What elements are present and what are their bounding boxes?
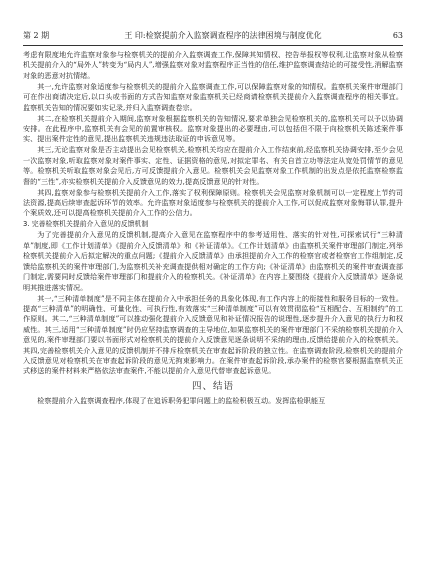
paragraph: 其四,监察对象参与检察机关提前介入工作,落实了权利保障原则。检察机关会见监察对象机制可以一定程度上节约司法资源,提高后续审查起诉环节的效率。允许监察对象适度参与检察机关的提前介入工作,可以促成监察对象悔罪认罪,提升个案质效,还可以提高检察机关提前介入工作的公信力。 bbox=[23, 187, 403, 218]
body-text bbox=[23, 50, 403, 407]
paragraph: 其一,允许监察对象适度参与检察机关的提前介入监察调查工作,可以保障监察对象的知情权。监察机关案件审理部门可在作出商请决定后,以口头或书面的方式告知监察对象监察机关已经商请检察机关提前介入监察调查程序的相关事宜。监察机关告知的情况要如实记录,并归入监察调查卷宗。 bbox=[23, 81, 403, 112]
running-title: 王 印:检察提前介入监察调查程序的法律困境与制度优化 bbox=[124, 31, 322, 40]
paragraph: 考虑有限度地允许监察对象参与检察机关的提前介入监察调查工作,保障其知情权、控告举报权等权利,让监察对象从检察机关提前介入的“局外人”转变为“局内人”,增强监察对象对监察程序正当性的信任,维护监察调查结论的可接受性,消解监察对象的恶意对抗情绪。 bbox=[23, 50, 403, 80]
header-rule bbox=[23, 45, 403, 46]
paragraph: 其三,无论监察对象是否主动提出会见检察机关,检察机关均应在提前介入工作结束前,经监察机关协调安排,至少会见一次监察对象,听取监察对象对案件事实、定性、证据资格的意见,对拟定罪名、有关自首立功等法定从宽处罚情节的意见等。检察机关听取监察对象会见后,方可反馈提前介入意见。检察机关会见监察对象工作机制的出发点是依托监察检察监督的“三性”,亦实检察机关提前介入反馈意见的效力,提高反馈意见的针对性。 bbox=[23, 145, 403, 186]
issue-label: 第 2 期 bbox=[23, 31, 50, 40]
section-title: 四、结语 bbox=[191, 380, 234, 392]
subheading: 3. 完善检察机关提前介入意见的反馈机制 bbox=[23, 220, 149, 229]
page-number: 63 bbox=[392, 31, 403, 40]
paragraph: 为了完善提前介入意见的反馈机制,提高介入意见在监察程序中的参考适用性、落实的针对性,可探索试行“三种清单”制度,即《工作计划清单》《提前介入反馈清单》和《补证清单》。《工作计划清单》由监察机关案件审理部门制定,列举检察机关提前介入后拟定解决的重点问题;《提前介入反馈清单》由承担提前介入工作的检察官或者检察官工作组制定,反馈给监察机关的案件审理部门,为监察机关补充调查提供相对确定的工作方向;《补证清单》由监察机关的案件审查调查部门制定,需要同时反馈给案件审理部门和提前介入的检察机关。《补证清单》在内容上要围绕《提前介入反馈清单》逐条说明其推进落实情况。 bbox=[23, 230, 403, 292]
paragraph: 检察提前介入监察调查程序,体现了在追诉职务犯罪问题上的监检积极互动。发挥监检职能互 bbox=[37, 396, 326, 406]
paragraph: 其二,在检察机关提前介入期间,监察对象根据监察机关的告知情况,要求单独会见检察机关的,监察机关可以予以协调安排。在此程序中,监察机关有会见的前置审核权。监察对象提出的必要理由,可以包括但不限于向检察机关陈述案件事实、提出案件定性的意见,提出监察机关违规违法取证的申诉意见等。 bbox=[23, 113, 403, 144]
page-header bbox=[23, 29, 403, 41]
paragraph: 其一,“三种清单制度”是不同主体在提前介入中承担任务的具象化体现,有工作内容上的衔接性和服务目标的一致性。提高“三种清单”的明确性、可量化性、可执行性,有效落实“三种清单制度”可以有效贯彻监检“互相配合、互相制约”的工作原则。其二,“三种清单制度”可以推动强化提前介入反馈意见和补证情况报告的说理性,逐步提升介入意见的执行力和权威性。其三,适用“三种清单制度”时仍应坚持监察调查的主导地位,如果监察机关的案件审理部门不采纳检察机关提前介入意见的,案件审理部门要以书面形式对检察机关的提前介入反馈意见逐条说明不采纳的理由,反馈给提前介入的检察机关。其四,完善检察机关介入意见的反馈机制并不排斥检察机关在审查起诉阶段的独立性。在监察调查阶段,检察机关的提前介入反馈意见对检察机关在审查起诉阶段的意见无拘束影响力。在案件审查起诉阶段,承办案件的检察官要根据监察机关正式移送的案件材料来严格依法审查案件,不能以提前介入意见代替审查起诉意见。 bbox=[23, 293, 403, 376]
